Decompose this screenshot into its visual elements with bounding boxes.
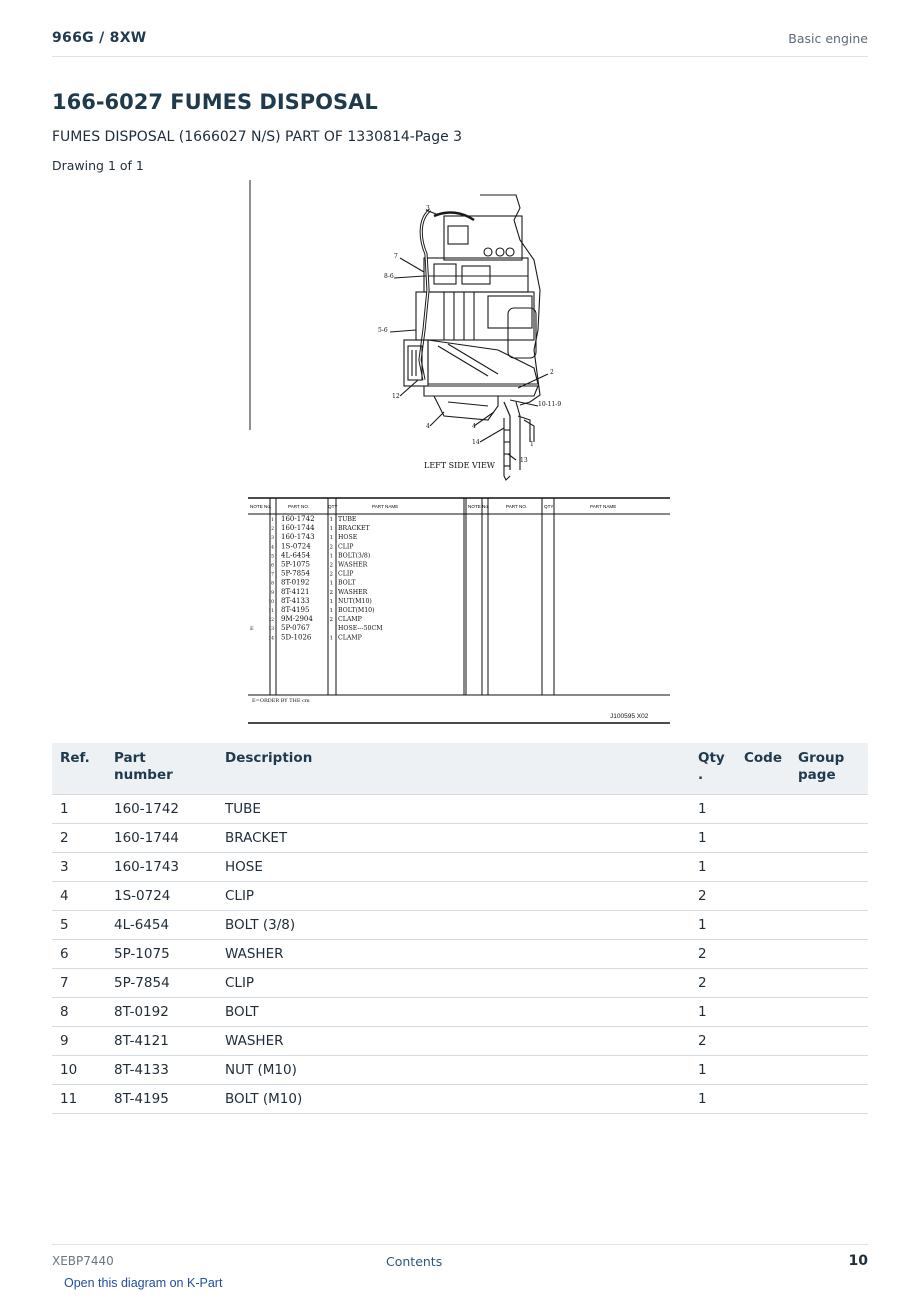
scan-table-cell: 1 [329,598,333,605]
part-number-cell: 160-1743 [106,853,217,882]
table-row [52,911,868,940]
group-page-cell [790,1056,868,1085]
scan-table-cell: 4L-6454 [281,551,311,560]
description-cell: NUT (M10) [217,1056,690,1085]
scan-table-cell: 3 [271,536,274,542]
table-row [52,969,868,998]
ref-cell: 11 [52,1085,106,1114]
diagram-callout: 10-11-9 [538,401,562,408]
code-cell [736,882,790,911]
table-row [52,940,868,969]
group-page-cell [790,911,868,940]
scan-table-cell: 11 [268,609,274,614]
ref-cell: 10 [52,1056,106,1085]
code-cell [736,853,790,882]
ref-cell: 2 [52,824,106,853]
parts-table-header [52,743,868,795]
scan-header-cell: PART NO. [506,504,528,509]
qty-cell: 1 [690,911,736,940]
section-label: Basic engine [788,31,868,46]
part-number-cell: 4L-6454 [106,911,217,940]
code-cell [736,998,790,1027]
doc-id: XEBP7440 [52,1254,114,1268]
engine-illustration [390,195,548,480]
table-row [52,1027,868,1056]
part-number-cell: 1S-0724 [106,882,217,911]
code-cell [736,795,790,824]
scan-table-cell: E [250,626,254,633]
part-number-cell: 8T-4133 [106,1056,217,1085]
part-number-cell: 160-1744 [106,824,217,853]
group-page-cell [790,969,868,998]
description-cell: TUBE [217,795,690,824]
scan-table-cell: 2 [329,544,333,551]
scan-table-cell: WASHER [338,588,368,596]
scan-table-cell: 1 [329,553,333,560]
page-title: 166-6027 FUMES DISPOSAL [52,90,378,114]
diagram-callout: 3 [426,205,430,212]
ref-cell: 8 [52,998,106,1027]
scan-table-cell: 8T-4195 [281,606,310,614]
qty-cell: 1 [690,1056,736,1085]
parts-table [52,743,868,1114]
scan-table-cell: 5D-1026 [281,633,312,642]
scan-table-cell: 8T-4121 [281,587,310,596]
scan-table-cell: NUT(M10) [338,597,372,605]
scan-table-cell: 9M-2904 [281,615,313,624]
diagram-svg [248,180,672,725]
scan-table-cell: 8T-0192 [281,578,310,587]
ref-cell: 5 [52,911,106,940]
scan-table-cell: 160-1744 [281,524,315,533]
page-subtitle: FUMES DISPOSAL (1666027 N/S) PART OF 1330814-Page 3 [52,129,463,145]
qty-cell: 1 [690,824,736,853]
code-cell [736,1085,790,1114]
code-cell [736,824,790,853]
part-number-cell: 8T-0192 [106,998,217,1027]
scan-table-cell: 10 [268,599,274,605]
qty-cell: 1 [690,1085,736,1114]
scan-table-cell: 160-1742 [281,515,315,523]
page-footer [52,1244,868,1275]
ref-cell: 1 [52,795,106,824]
code-cell [736,940,790,969]
description-cell: BOLT (3/8) [217,911,690,940]
table-row [52,1085,868,1114]
parts-diagram [248,180,672,725]
scan-header-cell: PART NAME [590,504,617,509]
model-label: 966G / 8XW [52,30,147,46]
code-cell [736,1027,790,1056]
ref-cell: 3 [52,853,106,882]
description-cell: HOSE [217,853,690,882]
scan-header-cell: QTY [328,504,338,509]
scan-table-cell: 5P-1075 [281,560,310,569]
scan-table-headers [250,504,616,509]
drawing-count: Drawing 1 of 1 [52,158,144,173]
qty-cell: 1 [690,795,736,824]
description-cell: WASHER [217,1027,690,1056]
scan-table-cell: 8 [271,581,274,587]
table-row [52,795,868,824]
scan-code: J100595 X02 [610,713,649,720]
scan-table-cell: TUBE [338,516,357,523]
diagram-callout: 1 [530,441,534,448]
description-cell: BOLT [217,998,690,1027]
qty-cell: 1 [690,853,736,882]
scan-table-cell: 2 [329,589,333,596]
scan-table-cell: 1 [329,535,333,542]
scan-table-cell: BOLT(M10) [338,607,375,614]
group-page-cell [790,853,868,882]
scan-table-cell: 5 [271,554,274,560]
group-page-cell [790,998,868,1027]
part-number-cell: 160-1742 [106,795,217,824]
ref-cell: 6 [52,940,106,969]
diagram-callout: 4 [472,423,476,430]
qty-cell: 2 [690,882,736,911]
scan-table-cell: 13 [268,627,274,633]
scan-table-cell: 1 [329,526,333,533]
diagram-callout: 4 [426,423,430,430]
part-number-cell: 8T-4121 [106,1027,217,1056]
scan-table-cell: 2 [329,617,333,624]
scan-table-cell: 1 [329,517,333,523]
scan-table-cell: 2 [329,571,333,578]
group-page-cell [790,940,868,969]
diagram-callout: 2 [550,369,554,376]
scan-header-cell: PART NAME [372,504,399,509]
scan-table-cell: 1 [329,608,333,614]
diagram-callout: 14 [472,439,480,446]
ref-cell: 7 [52,969,106,998]
qty-cell: 1 [690,998,736,1027]
diagram-callout: 13 [520,457,528,464]
description-cell: WASHER [217,940,690,969]
view-label: LEFT SIDE VIEW [424,461,496,470]
table-row [52,853,868,882]
qty-cell: 2 [690,969,736,998]
scan-table-cell: HOSE---50CM [338,625,383,633]
scan-table-cell: CLAMP [338,616,362,624]
scan-table-cell: BOLT [338,579,356,587]
scan-table-cell: CLIP [338,570,354,578]
scan-table-cell: BOLT(3/8) [338,552,371,560]
scan-table-cell: 14 [268,636,274,642]
ref-cell: 9 [52,1027,106,1056]
scan-table-cell: CLAMP [338,634,362,642]
description-cell: CLIP [217,882,690,911]
code-cell [736,1056,790,1085]
col-ref: Ref. [52,743,106,795]
qty-cell: 2 [690,940,736,969]
page-header [52,28,868,57]
code-cell [736,969,790,998]
table-row [52,998,868,1027]
scan-table-cell: 1 [329,635,333,642]
col-qty: Qty . [690,743,736,795]
scan-table-cell: 5P-0767 [281,624,310,633]
page-number: 10 [848,1253,868,1269]
kpart-link[interactable]: Open this diagram on K-Part [64,1276,223,1290]
scan-header-cell: QTY [544,504,554,509]
group-page-cell [790,1027,868,1056]
scan-table-cell: 12 [268,618,274,624]
scan-table-cell: 1S-0724 [281,542,311,551]
scan-table-cell: HOSE [338,534,358,542]
scan-table-cell: 2 [329,562,333,569]
scan-table-cell: 6 [271,563,274,569]
ref-cell: 4 [52,882,106,911]
scan-header-cell: NOTE No. [468,504,490,509]
scan-header-cell: PART NO. [288,504,310,509]
diagram-callout: 5-6 [378,327,388,334]
group-page-cell [790,795,868,824]
scan-table-cell: 4 [271,545,274,551]
code-cell [736,911,790,940]
scan-table-cell: 8T-4133 [281,596,310,605]
scan-table-cell: 160-1743 [281,533,315,542]
table-row [52,882,868,911]
scan-header-cell: NOTE No. [250,504,272,509]
group-page-cell [790,1085,868,1114]
qty-cell: 2 [690,1027,736,1056]
col-description: Description [217,743,690,795]
description-cell: BOLT (M10) [217,1085,690,1114]
col-group-page: Group page [790,743,868,795]
group-page-cell [790,824,868,853]
col-part-number: Part number [106,743,217,795]
scan-table-cell: 7 [271,572,274,578]
part-number-cell: 8T-4195 [106,1085,217,1114]
scan-table-cell: CLIP [338,543,354,551]
part-number-cell: 5P-7854 [106,969,217,998]
scan-table-cell: 5P-7854 [281,569,310,578]
diagram-callout: 7 [394,253,398,260]
scan-table-cell: 1 [329,580,333,587]
diagram-callout: 12 [392,393,400,400]
col-code: Code [736,743,790,795]
scan-table-cell: WASHER [338,561,368,569]
group-page-cell [790,882,868,911]
scan-table-cell: BRACKET [338,525,370,533]
contents-link[interactable]: Contents [386,1254,443,1269]
part-number-cell: 5P-1075 [106,940,217,969]
scan-table-cell: 1 [271,518,274,523]
scan-table-cell: 9 [271,590,274,596]
scan-table-cell: 2 [271,527,274,533]
diagram-callout: 8-6 [384,273,394,280]
description-cell: BRACKET [217,824,690,853]
scan-bottom-note: E=ORDER BY THE cm [252,698,310,704]
table-row [52,1056,868,1085]
table-row [52,824,868,853]
description-cell: CLIP [217,969,690,998]
